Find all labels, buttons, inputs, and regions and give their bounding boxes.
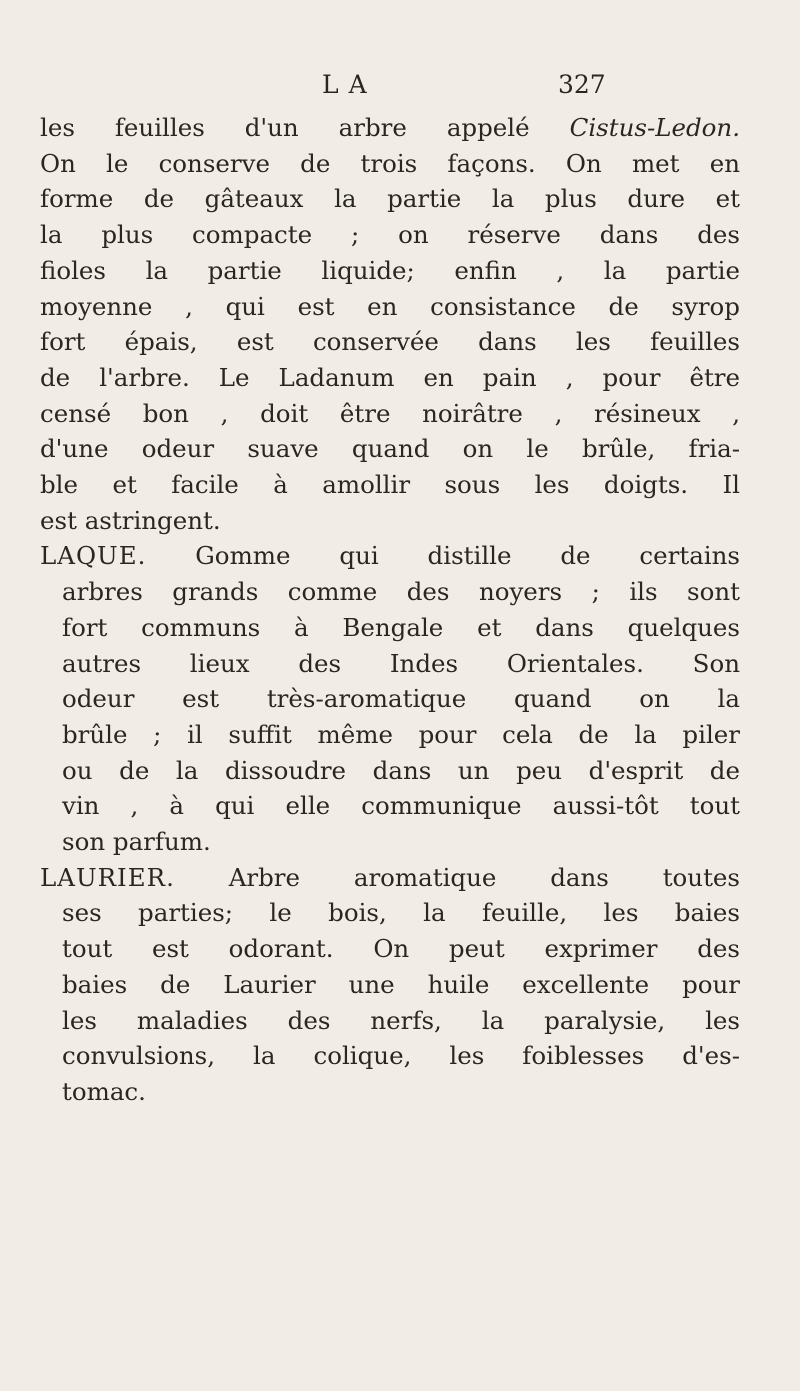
- text-line: odeur est très-aromatique quand on la: [62, 684, 740, 714]
- paragraph-laurier: [40, 860, 740, 1110]
- text-line: les maladies des nerfs, la paralysie, les: [62, 1005, 740, 1035]
- text-line: fort épais, est conservée dans les feuilles: [40, 327, 740, 357]
- text-line: ble et facile à amollir sous les doigts. Il: [40, 470, 740, 500]
- text-line: son parfum.: [62, 827, 211, 857]
- text-line: fort communs à Bengale et dans quelques: [62, 612, 740, 642]
- text-line: censé bon , doit être noirâtre , résineux ,: [40, 398, 740, 428]
- running-head: LA: [322, 70, 377, 99]
- text-line: convulsions, la colique, les foiblesses d'es-: [62, 1041, 740, 1071]
- paragraph-laque: [40, 538, 740, 859]
- text-line: la plus compacte ; on réserve dans des: [40, 220, 740, 250]
- text-body: [40, 110, 740, 1110]
- text-line: ou de la dissoudre dans un peu d'esprit de: [62, 755, 740, 785]
- text-line: LAURIER. Arbre aromatique dans toutes: [40, 862, 740, 892]
- text-line: moyenne , qui est en consistance de syrop: [40, 291, 740, 321]
- text-line: vin , à qui elle communique aussi-tôt tout: [62, 791, 740, 821]
- text-line: fioles la partie liquide; enfin , la partie: [40, 255, 740, 285]
- text-line: ses parties; le bois, la feuille, les baies: [62, 898, 740, 928]
- text-line: baies de Laurier une huile excellente pour: [62, 969, 740, 999]
- entry-headword: LAURIER.: [40, 862, 175, 892]
- page-number: 327: [558, 70, 606, 99]
- text-line: tout est odorant. On peut exprimer des: [62, 934, 740, 964]
- text-line: d'une odeur suave quand on le brûle, fria-: [40, 434, 740, 464]
- text-line: les feuilles d'un arbre appelé Cistus-Ledon.: [40, 113, 740, 142]
- text-line: LAQUE. Gomme qui distille de certains: [40, 541, 740, 571]
- entry-headword: LAQUE.: [40, 541, 147, 571]
- species-name: Cistus-Ledon.: [569, 113, 740, 142]
- text-line: On le conserve de trois façons. On met en: [40, 148, 740, 178]
- page-header: [0, 70, 800, 110]
- text-line: arbres grands comme des noyers ; ils sont: [62, 577, 740, 607]
- paragraph-ladanum: [40, 110, 740, 538]
- text-line: de l'arbre. Le Ladanum en pain , pour être: [40, 362, 740, 392]
- text-line: brûle ; il suffit même pour cela de la piler: [62, 719, 740, 749]
- text-line: forme de gâteaux la partie la plus dure et: [40, 184, 740, 214]
- text-line: tomac.: [62, 1076, 146, 1106]
- text-line: est astringent.: [40, 505, 221, 535]
- text-line: autres lieux des Indes Orientales. Son: [62, 648, 740, 678]
